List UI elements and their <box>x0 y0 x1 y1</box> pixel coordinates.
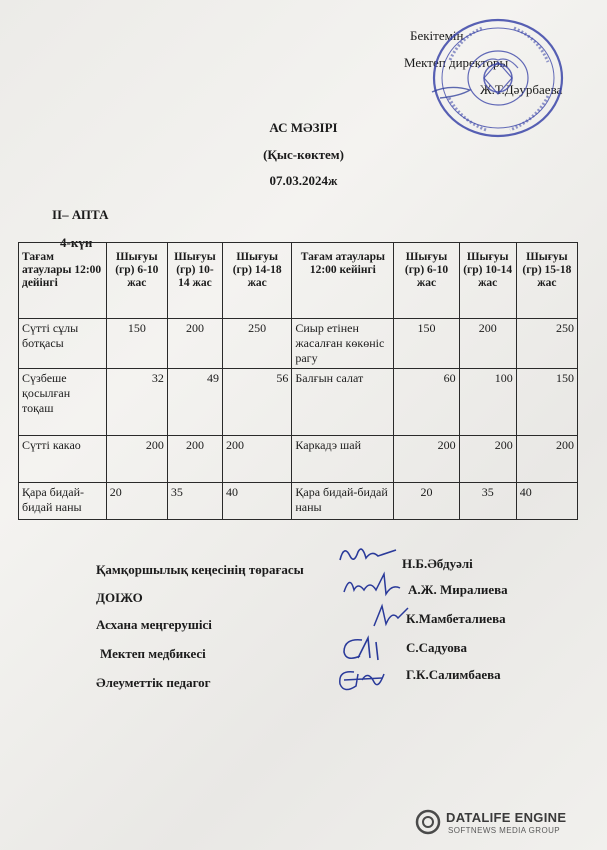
table-row <box>19 483 578 520</box>
portion-cell: 200 <box>167 319 222 369</box>
portion-cell: 100 <box>459 369 516 436</box>
document-title: АС МӘЗІРІ <box>269 120 338 135</box>
portion-cell: 56 <box>223 369 292 436</box>
approval-line-3: Ж.Т.Дәурбаева <box>480 82 563 97</box>
portion-cell: 200 <box>516 436 577 483</box>
dish-cell: Сүзбеше қосылған тоқаш <box>19 369 107 436</box>
column-header: Шығуы (гр) 6-10 жас <box>394 243 459 319</box>
column-header: Тағам атаулары 12:00 дейінгі <box>19 243 107 319</box>
portion-cell: 200 <box>223 436 292 483</box>
portion-cell: 40 <box>516 483 577 520</box>
signature-icon <box>334 664 390 696</box>
signature-role: Асхана меңгерушісі <box>96 617 212 632</box>
column-header: Шығуы (гр) 6-10 жас <box>106 243 167 319</box>
watermark-title: DATALIFE ENGINE <box>446 810 567 825</box>
season-label: (Қыс-көктем) <box>263 147 344 162</box>
portion-cell: 150 <box>394 319 459 369</box>
signature-role: Қамқоршылық кеңесінің төрағасы <box>96 562 304 577</box>
approval-line-1: Бекітемін <box>410 28 464 43</box>
portion-cell: 32 <box>106 369 167 436</box>
week-label: II– АПТА <box>52 207 109 222</box>
dish-cell: Сиыр етінен жасалған көкөніс рагу <box>292 319 394 369</box>
column-header: Шығуы (гр) 10-14 жас <box>167 243 222 319</box>
signature-role: ДОІЖО <box>96 590 143 605</box>
column-header: Шығуы (гр) 10-14 жас <box>459 243 516 319</box>
datalife-logo-icon <box>414 808 442 836</box>
portion-cell: 200 <box>167 436 222 483</box>
table-row <box>19 436 578 483</box>
signature-name: Н.Б.Әбдуәлі <box>402 556 473 571</box>
portion-cell: 150 <box>516 369 577 436</box>
portion-cell: 35 <box>459 483 516 520</box>
portion-cell: 49 <box>167 369 222 436</box>
site-watermark <box>414 806 594 838</box>
table-header-row <box>19 243 578 319</box>
table-row <box>19 369 578 436</box>
dish-cell: Сүтті какао <box>19 436 107 483</box>
dish-cell: Каркадэ шай <box>292 436 394 483</box>
portion-cell: 60 <box>394 369 459 436</box>
dish-cell: Сүтті сұлы ботқасы <box>19 319 107 369</box>
dish-cell: Қара бидай-бидай наны <box>292 483 394 520</box>
table-row <box>19 319 578 369</box>
day-label: 4-күн <box>60 235 93 250</box>
watermark-subtitle: SOFTNEWS MEDIA GROUP <box>448 826 561 835</box>
dish-cell: Балғын салат <box>292 369 394 436</box>
document-date: 07.03.2024ж <box>269 173 338 188</box>
dish-cell: Қара бидай-бидай наны <box>19 483 107 520</box>
portion-cell: 200 <box>459 436 516 483</box>
portion-cell: 200 <box>106 436 167 483</box>
signature-icon <box>340 570 404 600</box>
signature-icon <box>370 602 410 630</box>
menu-table <box>18 242 578 520</box>
signature-icon <box>336 540 400 568</box>
column-header: Шығуы (гр) 14-18 жас <box>223 243 292 319</box>
signature-name: А.Ж. Миралиева <box>408 582 508 597</box>
approval-line-2: Мектеп директоры <box>404 55 509 70</box>
portion-cell: 250 <box>516 319 577 369</box>
signature-role: Әлеуметтік педагог <box>96 675 211 690</box>
signature-name: К.Мамбеталиева <box>406 611 506 626</box>
column-header: Шығуы (гр) 15-18 жас <box>516 243 577 319</box>
portion-cell: 200 <box>459 319 516 369</box>
signature-icon <box>336 634 384 664</box>
portion-cell: 40 <box>223 483 292 520</box>
portion-cell: 200 <box>394 436 459 483</box>
portion-cell: 250 <box>223 319 292 369</box>
column-header: Тағам атаулары 12:00 кейінгі <box>292 243 394 319</box>
signature-name: Г.К.Салимбаева <box>406 667 501 682</box>
portion-cell: 20 <box>106 483 167 520</box>
signature-name: С.Садуова <box>406 640 467 655</box>
portion-cell: 35 <box>167 483 222 520</box>
signature-role: Мектеп медбикесі <box>100 646 206 661</box>
portion-cell: 20 <box>394 483 459 520</box>
portion-cell: 150 <box>106 319 167 369</box>
